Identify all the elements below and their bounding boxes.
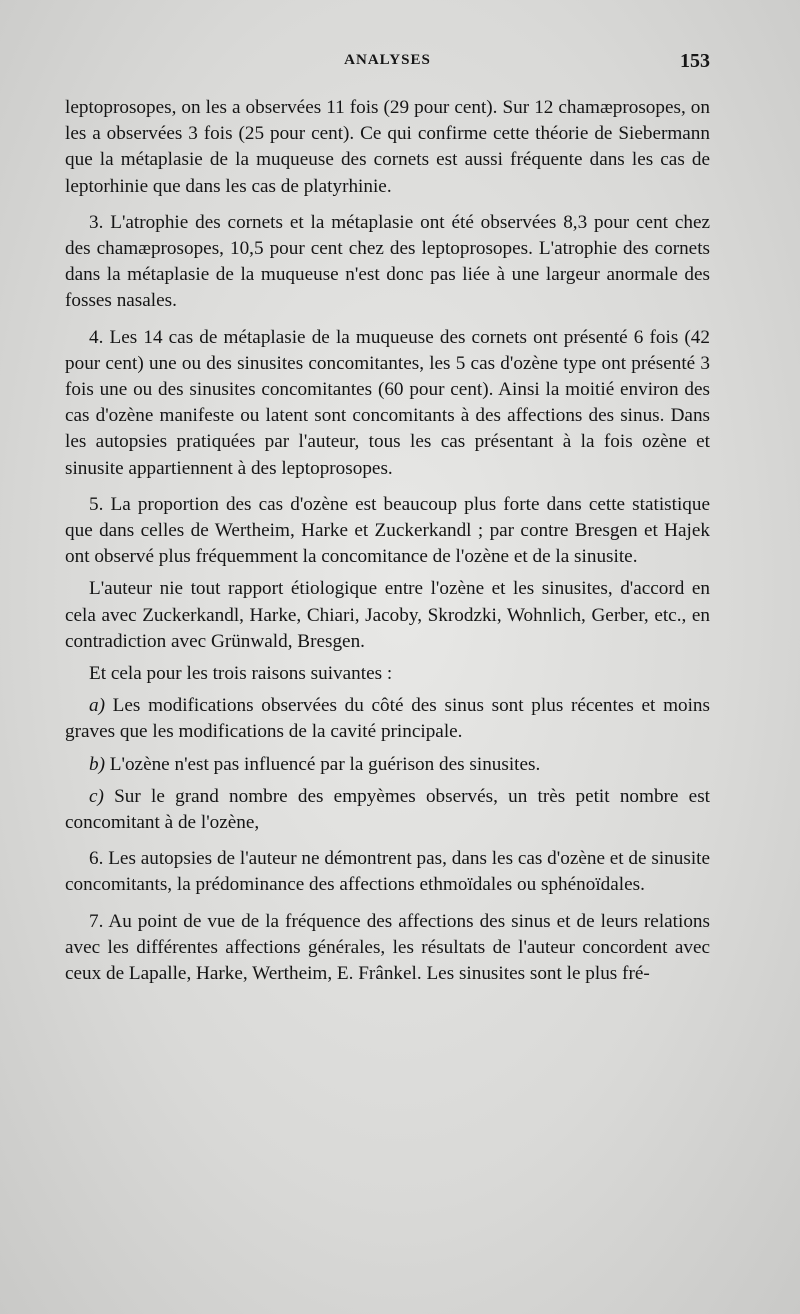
page-header	[65, 50, 710, 76]
reason-text-a: Les modifications observées du côté des sinus sont plus récentes et moins graves que les modifications de la cavité principale.	[65, 695, 710, 743]
paragraph-continuation: leptoprosopes, on les a observées 11 fois (29 pour cent). Sur 12 chamæprosopes, on les a observées 3 fois (25 pour cent). Ce qui confirme cette théorie de Siebermann que la métaplasie de la muqueuse des cornets est aussi fréquente dans les cas de leptorhinie que dans les cas de platyrhinie.	[65, 97, 710, 197]
reason-label-b: b)	[89, 753, 105, 775]
paragraph-point-4: 4. Les 14 cas de métaplasie de la muqueuse des cornets ont présenté 6 fois (42 pour cent) une ou des sinusites concomitantes, les 5 cas d'ozène type ont présenté 3 fois une ou des sinusites concomitantes (60 pour cent). Ainsi la moitié environ des cas d'ozène manifeste ou latent sont concomitants à des affections des sinus. Dans les autopsies pratiquées par l'auteur, tous les cas présentant à la fois ozène et sinusite appartiennent à des leptoprosopes.	[65, 326, 710, 479]
page-number: 153	[680, 50, 710, 72]
paragraph-three-reasons: Et cela pour les trois raisons suivantes :	[89, 663, 393, 685]
reason-text-c: Sur le grand nombre des empyèmes observés, un très petit nombre est concomitant à de l'ozène,	[65, 785, 710, 834]
paragraph-point-3: 3. L'atrophie des cornets et la métaplasie ont été observées 8,3 pour cent chez des chamæprosopes, 10,5 pour cent chez des leptoprosopes. L'atrophie des cornets dans la métaplasie de la muqueuse n'est donc pas liée à une largeur anormale des fosses nasales.	[65, 211, 710, 312]
reason-label-c: c)	[89, 785, 104, 807]
reason-text-b: L'ozène n'est pas influencé par la guérison des sinusites.	[104, 753, 541, 775]
body-text	[65, 95, 710, 997]
paragraph-reason-b	[65, 752, 710, 778]
paragraph-reason-a	[65, 693, 710, 745]
paragraph-point-5: 5. La proportion des cas d'ozène est beaucoup plus forte dans cette statistique que dans celles de Wertheim, Harke et Zuckerkandl ; par contre Bresgen et Hajek ont observé plus fréquemment la concomitance de l'ozène et de la sinusite.	[65, 493, 710, 568]
paragraph-reason-c	[65, 784, 710, 836]
paragraph-point-6: 6. Les autopsies de l'auteur ne démontrent pas, dans les cas d'ozène et de sinusite concomitants, la prédominance des affections ethmoïdales ou sphénoïdales.	[65, 848, 710, 896]
paragraph-author-position: L'auteur nie tout rapport étiologique entre l'ozène et les sinusites, d'accord en cela avec Zuckerkandl, Harke, Chiari, Jacoby, Skrodzki, Wohnlich, Gerber, etc., en contradiction avec Grünwald, Bresgen.	[65, 578, 710, 652]
reason-label-a: a)	[89, 695, 105, 717]
running-head: ANALYSES	[344, 52, 431, 68]
paragraph-point-7: 7. Au point de vue de la fréquence des affections des sinus et de leurs relations avec les différentes affections générales, les résultats de l'auteur concordent avec ceux de Lapalle, Harke, Wertheim, E. Frânkel. Les sinusites sont le plus fré-	[65, 910, 710, 985]
